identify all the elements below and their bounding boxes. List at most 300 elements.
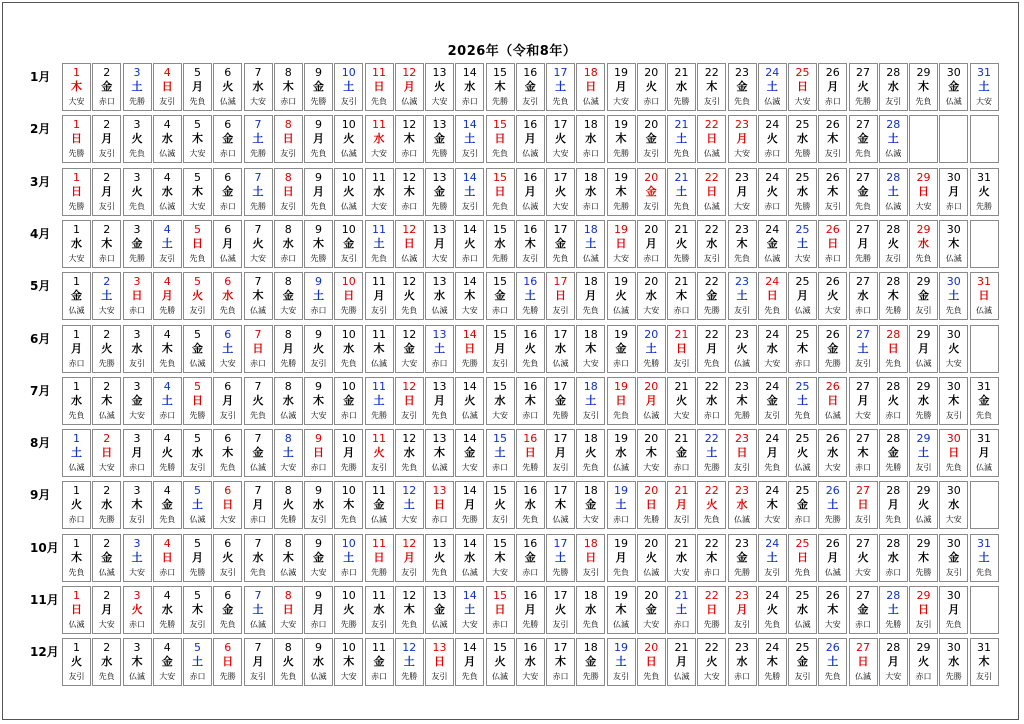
rokuyo-label: 赤口 xyxy=(915,672,932,682)
day-number: 9 xyxy=(315,484,322,498)
rokuyo-label: 友引 xyxy=(764,410,781,420)
day-number: 8 xyxy=(284,432,292,446)
weekday-label: 火 xyxy=(555,132,566,146)
weekday-label: 日 xyxy=(403,236,415,250)
rokuyo-label: 先負 xyxy=(492,149,508,159)
day-cell xyxy=(183,63,212,111)
rokuyo-label: 赤口 xyxy=(794,358,811,368)
day-cell xyxy=(455,325,484,373)
rokuyo-label: 赤口 xyxy=(855,620,871,629)
day-cell xyxy=(274,481,303,529)
rokuyo-label: 赤口 xyxy=(734,672,750,682)
day-cell xyxy=(728,63,757,111)
weekday-label: 日 xyxy=(494,184,506,198)
weekday-label: 水 xyxy=(71,393,82,407)
day-number: 5 xyxy=(194,379,201,393)
weekday-label: 日 xyxy=(101,446,113,460)
day-cell xyxy=(879,168,908,216)
day-number: 4 xyxy=(163,379,171,393)
day-number: 1 xyxy=(73,589,80,602)
rokuyo-label: 先勝 xyxy=(68,201,85,211)
weekday-label: 土 xyxy=(252,184,264,198)
day-number: 22 xyxy=(704,118,719,132)
rokuyo-label: 先負 xyxy=(794,410,811,420)
weekday-label: 火 xyxy=(434,550,445,564)
day-cell xyxy=(153,63,182,111)
day-number: 10 xyxy=(341,66,356,79)
rokuyo-label: 大安 xyxy=(643,463,660,473)
weekday-label: 土 xyxy=(161,393,173,407)
day-number: 24 xyxy=(765,432,780,446)
day-number: 4 xyxy=(163,118,171,132)
weekday-label: 水 xyxy=(434,289,445,303)
day-cell xyxy=(92,481,121,529)
rokuyo-label: 大安 xyxy=(613,97,629,106)
weekday-label: 水 xyxy=(282,236,294,250)
day-cell xyxy=(818,63,847,111)
day-number: 14 xyxy=(462,66,477,79)
day-number: 23 xyxy=(735,327,749,341)
day-cell xyxy=(425,481,454,529)
weekday-label: 水 xyxy=(706,236,718,250)
month-label: 10月 xyxy=(30,540,59,555)
day-cell xyxy=(576,272,605,320)
day-number: 27 xyxy=(856,327,870,341)
rokuyo-label: 大安 xyxy=(734,201,750,211)
day-number: 23 xyxy=(735,641,749,655)
rokuyo-label: 大安 xyxy=(522,672,539,682)
weekday-label: 土 xyxy=(555,550,566,564)
day-number: 14 xyxy=(462,118,477,132)
weekday-label: 土 xyxy=(887,132,899,146)
weekday-label: 火 xyxy=(131,603,143,616)
day-number: 25 xyxy=(795,589,810,602)
day-number: 9 xyxy=(315,66,322,79)
day-cell xyxy=(153,638,182,686)
weekday-label: 水 xyxy=(918,393,929,407)
day-number: 13 xyxy=(432,432,447,446)
day-cell xyxy=(274,586,303,634)
day-cell xyxy=(879,272,908,320)
day-cell xyxy=(818,534,847,582)
empty-day-cell xyxy=(970,115,999,163)
rokuyo-label: 友引 xyxy=(340,253,357,263)
day-cell xyxy=(607,272,636,320)
day-cell xyxy=(486,272,515,320)
day-number: 5 xyxy=(194,170,201,184)
day-cell xyxy=(516,115,545,163)
day-cell xyxy=(123,272,152,320)
day-cell xyxy=(728,325,757,373)
day-cell xyxy=(153,377,182,425)
rokuyo-label: 赤口 xyxy=(159,410,176,420)
weekday-label: 日 xyxy=(948,446,960,460)
rokuyo-label: 先負 xyxy=(582,620,599,629)
rokuyo-label: 大安 xyxy=(310,567,327,577)
day-cell xyxy=(667,534,696,582)
rokuyo-label: 友引 xyxy=(855,358,871,368)
day-number: 20 xyxy=(644,432,659,446)
day-number: 26 xyxy=(825,66,840,79)
day-cell xyxy=(365,272,394,320)
day-cell xyxy=(546,638,575,686)
rokuyo-label: 赤口 xyxy=(703,410,720,420)
weekday-label: 金 xyxy=(857,184,869,198)
rokuyo-label: 友引 xyxy=(461,149,478,159)
rokuyo-label: 先負 xyxy=(250,410,266,420)
weekday-label: 日 xyxy=(615,236,627,250)
day-cell xyxy=(939,377,968,425)
rokuyo-label: 仏滅 xyxy=(915,358,932,368)
rokuyo-label: 友引 xyxy=(492,358,508,368)
day-number: 24 xyxy=(765,379,780,393)
day-cell xyxy=(728,168,757,216)
day-number: 11 xyxy=(372,327,386,341)
weekday-label: 水 xyxy=(282,393,294,407)
day-number: 1 xyxy=(73,118,80,132)
day-number: 17 xyxy=(553,536,568,550)
day-number: 17 xyxy=(553,432,568,446)
day-number: 27 xyxy=(856,536,870,550)
month-label: 9月 xyxy=(30,488,51,503)
rokuyo-label: 友引 xyxy=(219,410,236,420)
day-cell xyxy=(576,63,605,111)
day-number: 6 xyxy=(224,379,232,393)
rokuyo-label: 先勝 xyxy=(552,410,569,420)
day-number: 7 xyxy=(254,275,262,289)
weekday-label: 火 xyxy=(978,184,990,198)
weekday-label: 土 xyxy=(766,550,778,564)
rokuyo-label: 友引 xyxy=(310,515,327,525)
day-cell xyxy=(425,325,454,373)
day-number: 9 xyxy=(315,536,322,550)
rokuyo-label: 仏滅 xyxy=(552,358,569,368)
day-number: 30 xyxy=(946,536,961,550)
weekday-label: 日 xyxy=(766,289,778,303)
day-cell xyxy=(970,534,999,582)
day-cell xyxy=(425,429,454,477)
weekday-label: 水 xyxy=(887,550,899,564)
weekday-label: 木 xyxy=(676,289,687,303)
day-number: 18 xyxy=(583,170,598,184)
day-cell xyxy=(62,638,91,686)
day-number: 13 xyxy=(432,222,447,236)
day-cell xyxy=(92,272,121,320)
day-number: 27 xyxy=(856,484,870,498)
rokuyo-label: 友引 xyxy=(582,567,599,577)
weekday-label: 木 xyxy=(71,80,82,93)
day-cell xyxy=(304,377,333,425)
rokuyo-label: 先負 xyxy=(915,253,932,263)
day-cell xyxy=(607,220,636,268)
day-cell xyxy=(183,325,212,373)
weekday-label: 金 xyxy=(948,80,960,93)
weekday-label: 土 xyxy=(101,289,113,303)
rokuyo-label: 友引 xyxy=(250,672,266,682)
rokuyo-label: 大安 xyxy=(280,306,297,316)
day-cell xyxy=(304,63,333,111)
day-number: 6 xyxy=(224,118,232,132)
rokuyo-label: 仏滅 xyxy=(68,306,85,316)
rokuyo-label: 先負 xyxy=(855,201,871,211)
weekday-label: 木 xyxy=(524,236,536,250)
day-cell xyxy=(334,586,363,634)
day-cell xyxy=(909,429,938,477)
day-number: 2 xyxy=(103,379,111,393)
day-number: 17 xyxy=(553,170,568,184)
day-number: 28 xyxy=(886,327,901,341)
day-cell xyxy=(637,586,666,634)
day-number: 8 xyxy=(284,327,292,341)
rokuyo-label: 赤口 xyxy=(582,149,599,159)
rokuyo-label: 先負 xyxy=(250,567,266,577)
rokuyo-label: 仏滅 xyxy=(613,306,629,316)
day-cell xyxy=(758,115,787,163)
rokuyo-label: 友引 xyxy=(915,463,932,473)
weekday-label: 火 xyxy=(555,184,566,198)
day-cell xyxy=(486,534,515,582)
day-number: 19 xyxy=(614,275,628,289)
day-number: 12 xyxy=(402,275,417,289)
day-number: 24 xyxy=(765,170,780,184)
day-cell xyxy=(486,168,515,216)
weekday-label: 月 xyxy=(736,603,748,616)
weekday-label: 木 xyxy=(706,550,718,564)
day-cell xyxy=(637,115,666,163)
rokuyo-label: 赤口 xyxy=(794,515,811,525)
day-number: 10 xyxy=(341,327,356,341)
day-cell xyxy=(365,638,394,686)
weekday-label: 月 xyxy=(887,655,899,669)
weekday-label: 火 xyxy=(131,132,143,146)
rokuyo-label: 大安 xyxy=(643,306,660,316)
weekday-label: 木 xyxy=(797,341,808,355)
day-number: 11 xyxy=(372,118,386,132)
weekday-label: 水 xyxy=(343,341,355,355)
day-cell xyxy=(395,168,424,216)
day-cell xyxy=(607,168,636,216)
weekday-label: 木 xyxy=(464,289,476,303)
weekday-label: 金 xyxy=(131,236,143,250)
weekday-label: 金 xyxy=(403,341,415,355)
day-cell xyxy=(697,272,726,320)
weekday-label: 火 xyxy=(615,289,627,303)
day-cell xyxy=(213,325,242,373)
day-cell xyxy=(274,638,303,686)
day-cell xyxy=(909,168,938,216)
weekday-label: 火 xyxy=(857,550,869,564)
rokuyo-label: 仏滅 xyxy=(734,515,750,525)
rokuyo-label: 大安 xyxy=(855,410,871,420)
day-number: 6 xyxy=(224,536,232,550)
rokuyo-label: 先勝 xyxy=(492,97,508,106)
day-number: 11 xyxy=(372,432,386,446)
weekday-label: 土 xyxy=(494,446,506,460)
weekday-label: 金 xyxy=(645,132,657,146)
rokuyo-label: 赤口 xyxy=(673,620,690,629)
weekday-label: 木 xyxy=(282,80,294,93)
weekday-label: 日 xyxy=(343,289,355,303)
rokuyo-label: 先勝 xyxy=(98,358,115,368)
day-cell xyxy=(395,534,424,582)
rokuyo-label: 先勝 xyxy=(98,515,115,525)
weekday-label: 木 xyxy=(918,80,929,93)
day-cell xyxy=(849,325,878,373)
rokuyo-label: 先負 xyxy=(431,410,448,420)
day-cell xyxy=(879,638,908,686)
weekday-label: 火 xyxy=(857,80,869,93)
rokuyo-label: 仏滅 xyxy=(219,253,236,263)
day-number: 29 xyxy=(916,170,931,184)
day-number: 23 xyxy=(735,536,749,550)
rokuyo-label: 友引 xyxy=(915,306,932,316)
weekday-label: 月 xyxy=(464,655,476,669)
weekday-label: 日 xyxy=(978,289,990,303)
rokuyo-label: 先勝 xyxy=(431,201,448,211)
rokuyo-label: 先負 xyxy=(915,97,932,106)
day-number: 1 xyxy=(73,484,80,498)
rokuyo-label: 先勝 xyxy=(159,463,176,473)
day-number: 15 xyxy=(493,66,507,79)
weekday-label: 金 xyxy=(736,550,748,564)
weekday-label: 金 xyxy=(676,446,687,460)
rokuyo-label: 先負 xyxy=(673,201,690,211)
day-number: 4 xyxy=(163,327,171,341)
day-number: 1 xyxy=(73,222,80,236)
day-number: 3 xyxy=(133,432,141,446)
month-row xyxy=(0,481,1024,529)
day-number: 15 xyxy=(493,379,507,393)
day-number: 16 xyxy=(523,432,538,446)
day-cell xyxy=(274,325,303,373)
rokuyo-label: 仏滅 xyxy=(552,515,569,525)
day-number: 17 xyxy=(553,641,568,655)
day-number: 11 xyxy=(372,641,386,655)
day-number: 7 xyxy=(254,641,262,655)
day-cell xyxy=(939,168,968,216)
day-cell xyxy=(213,638,242,686)
weekday-label: 月 xyxy=(766,446,778,460)
day-number: 15 xyxy=(493,536,507,550)
day-number: 3 xyxy=(133,118,141,132)
weekday-label: 金 xyxy=(766,236,778,250)
rokuyo-label: 仏滅 xyxy=(431,620,448,629)
rokuyo-label: 赤口 xyxy=(129,620,145,629)
weekday-label: 日 xyxy=(736,446,748,460)
rokuyo-label: 先負 xyxy=(764,463,781,473)
day-cell xyxy=(576,586,605,634)
day-number: 26 xyxy=(825,484,840,498)
day-number: 21 xyxy=(674,484,689,498)
weekday-label: 月 xyxy=(282,341,294,355)
day-number: 24 xyxy=(765,327,780,341)
day-number: 20 xyxy=(644,641,659,655)
day-number: 1 xyxy=(73,170,80,184)
day-cell xyxy=(213,220,242,268)
weekday-label: 土 xyxy=(464,132,476,146)
weekday-label: 木 xyxy=(313,393,324,407)
weekday-label: 木 xyxy=(222,446,234,460)
rokuyo-label: 仏滅 xyxy=(98,567,115,577)
day-number: 16 xyxy=(523,327,538,341)
day-number: 21 xyxy=(674,379,689,393)
empty-day-cell xyxy=(970,220,999,268)
day-number: 5 xyxy=(194,484,201,498)
month-row xyxy=(0,325,1024,373)
rokuyo-label: 友引 xyxy=(129,515,145,525)
day-number: 6 xyxy=(224,589,232,602)
day-number: 19 xyxy=(614,66,628,79)
day-cell xyxy=(183,168,212,216)
day-number: 23 xyxy=(735,484,749,498)
rokuyo-label: 先負 xyxy=(492,201,508,211)
weekday-label: 火 xyxy=(71,655,82,669)
day-cell xyxy=(153,534,182,582)
day-cell xyxy=(213,481,242,529)
weekday-label: 金 xyxy=(434,132,445,146)
weekday-label: 水 xyxy=(131,341,143,355)
weekday-label: 日 xyxy=(857,498,869,512)
day-cell xyxy=(758,429,787,477)
day-cell xyxy=(546,325,575,373)
rokuyo-label: 大安 xyxy=(492,410,508,420)
day-cell xyxy=(879,429,908,477)
day-number: 29 xyxy=(916,379,931,393)
weekday-label: 月 xyxy=(645,236,657,250)
weekday-label: 水 xyxy=(736,655,748,669)
weekday-label: 水 xyxy=(222,289,234,303)
rokuyo-label: 仏滅 xyxy=(461,410,478,420)
weekday-label: 日 xyxy=(797,80,808,93)
day-cell xyxy=(516,272,545,320)
weekday-label: 木 xyxy=(403,132,415,146)
day-cell xyxy=(213,272,242,320)
weekday-label: 火 xyxy=(434,80,445,93)
weekday-label: 金 xyxy=(222,603,234,616)
weekday-label: 火 xyxy=(706,498,718,512)
day-cell xyxy=(213,377,242,425)
day-number: 12 xyxy=(402,327,417,341)
rokuyo-label: 赤口 xyxy=(68,515,85,525)
rokuyo-label: 先負 xyxy=(552,253,569,263)
day-number: 5 xyxy=(194,536,201,550)
rokuyo-label: 仏滅 xyxy=(250,306,266,316)
day-cell xyxy=(637,429,666,477)
day-number: 30 xyxy=(946,379,961,393)
day-number: 26 xyxy=(825,170,840,184)
day-cell xyxy=(697,586,726,634)
calendar-title: 2026年（令和8年） xyxy=(447,44,577,59)
day-number: 7 xyxy=(254,379,262,393)
weekday-label: 水 xyxy=(373,132,385,146)
weekday-label: 月 xyxy=(434,236,445,250)
rokuyo-label: 先負 xyxy=(340,358,357,368)
day-cell xyxy=(244,586,273,634)
weekday-label: 土 xyxy=(645,341,657,355)
rokuyo-label: 仏滅 xyxy=(824,410,841,420)
day-number: 9 xyxy=(315,327,322,341)
rokuyo-label: 友引 xyxy=(189,306,206,316)
rokuyo-label: 先負 xyxy=(431,567,448,577)
rokuyo-label: 大安 xyxy=(794,253,811,263)
weekday-label: 土 xyxy=(797,236,808,250)
rokuyo-label: 先勝 xyxy=(673,97,690,106)
weekday-label: 土 xyxy=(343,550,355,564)
rokuyo-label: 仏滅 xyxy=(340,201,357,211)
day-cell xyxy=(486,429,515,477)
day-number: 11 xyxy=(372,536,386,550)
rokuyo-label: 先負 xyxy=(824,672,841,682)
